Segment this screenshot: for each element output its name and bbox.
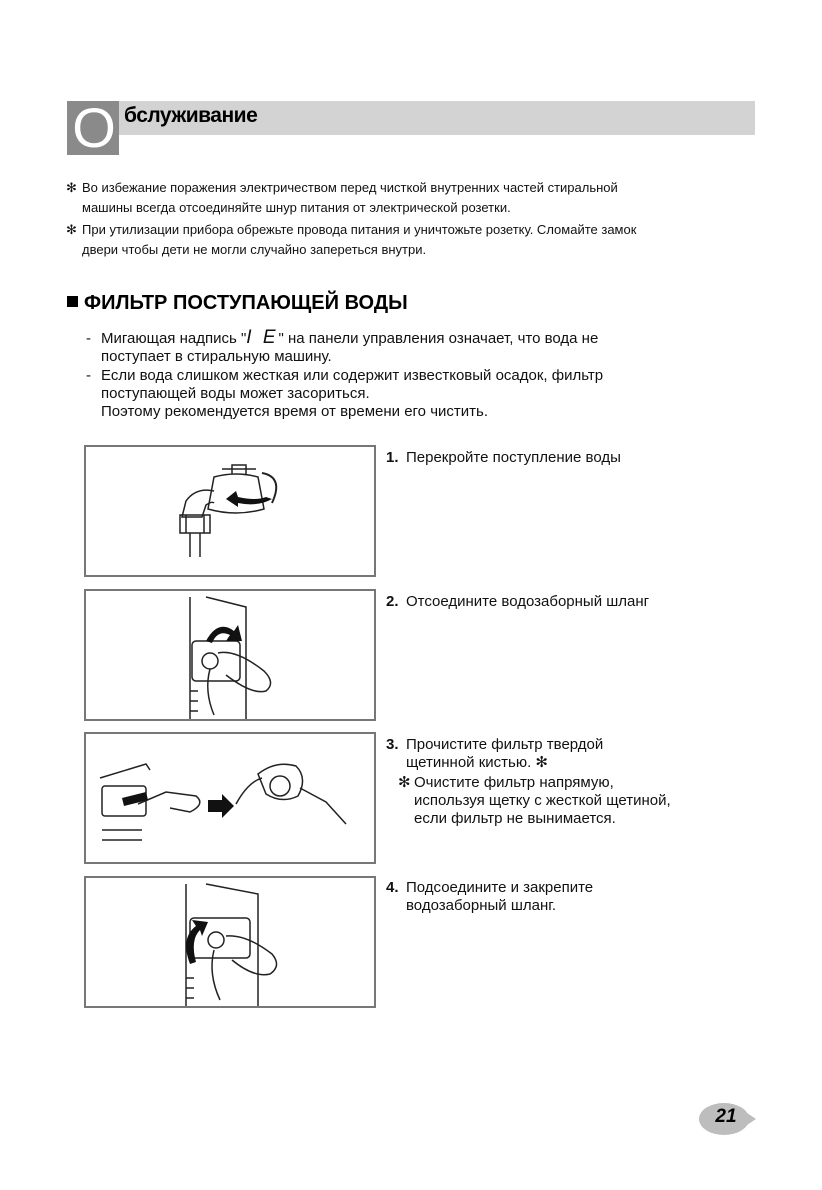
step-2-text: 2. Отсоедините водозаборный шланг — [386, 593, 650, 610]
header-initial-letter: О — [72, 96, 116, 159]
page-number: 21 — [715, 1106, 737, 1127]
hose-connect-icon — [86, 878, 374, 1006]
step-1-text: 1. Перекройте поступление воды — [386, 449, 621, 466]
error-code: I E — [246, 327, 279, 348]
bullet-item-1: - Мигающая надпись "I E" на панели управления означает, что вода не поступает в стиральную машину. — [86, 327, 599, 365]
water-tap-icon — [86, 447, 374, 575]
asterisk-icon: ✻ — [66, 222, 77, 237]
step-3-subnote: ✻ Очистите фильтр напрямую, используя щетку с жесткой щетиной, если фильтр не вынимается. — [398, 774, 671, 827]
safety-note-1: ✻ Во избежание поражения электричеством перед чисткой внутренних частей стиральной машины всегда отсоединяйте шнур питания от электрической розетки. — [66, 180, 618, 215]
asterisk-icon: ✻ — [66, 180, 77, 195]
step-4-illustration — [84, 876, 376, 1008]
square-bullet-icon — [67, 296, 78, 307]
step-4-text: 4. Подсоедините и закрепите водозаборный шланг. — [386, 879, 594, 914]
filter-cleaning-icon — [86, 734, 374, 862]
hose-disconnect-icon — [86, 591, 374, 719]
asterisk-icon: ✻ — [398, 774, 411, 791]
header-title: бслуживание — [124, 104, 258, 127]
section-title: ФИЛЬТР ПОСТУПАЮЩЕЙ ВОДЫ — [67, 292, 408, 315]
bullet-item-2: - Если вода слишком жесткая или содержит известковый осадок, фильтр поступающей воды может засориться. Поэтому рекомендуется время от времени его чистить. — [86, 367, 604, 420]
step-1-illustration — [84, 445, 376, 577]
safety-note-2: ✻ При утилизации прибора обрежьте провода питания и уничтожьте розетку. Сломайте замок двери чтобы дети не могли случайно запереться внутри. — [66, 222, 637, 257]
step-3-text: 3. Прочистите фильтр твердой щетинной кистью. ✻ ✻ Очистите фильтр напрямую, используя щетку с жесткой щетиной, если фильтр не вынимается. — [386, 736, 671, 827]
step-2-illustration — [84, 589, 376, 721]
step-3-illustration — [84, 732, 376, 864]
